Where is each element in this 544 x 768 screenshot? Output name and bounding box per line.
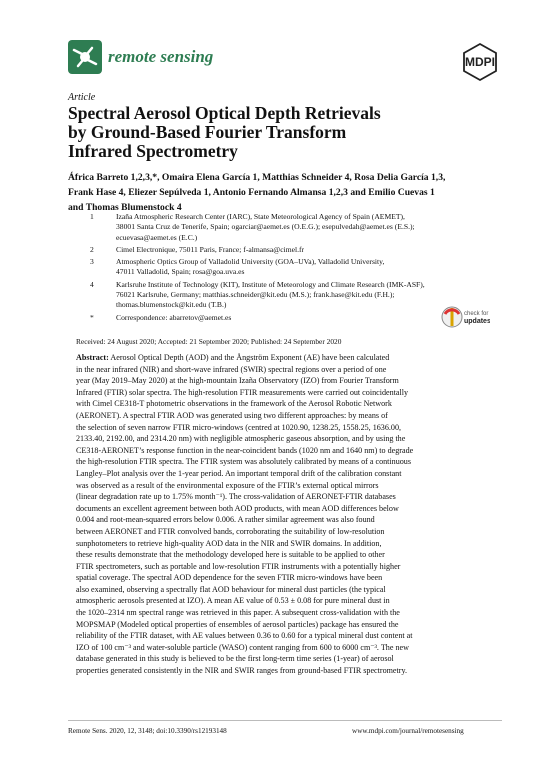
affiliation-number: 1 [90,212,94,221]
updates-line2: updates [464,318,490,325]
author-line[interactable]: Frank Hase 4, Eliezer Sepúlveda 1, Antonio Fernando Almansa 1,2,3 and Emilio Cuevas 1 [68,187,435,198]
abstract-line: CE318-AERONET’s response function in the near-coincident bands (1020 nm and 1640 nm) to degrade [76,445,414,455]
affiliation-item [68,257,478,278]
affiliation-text[interactable]: 76021 Karlsruhe, Germany; matthias.schneider@kit.edu (M.S.); frank.hase@kit.edu (F.H.); [116,290,395,300]
abstract-line: was observed as a result of the environmental exposure of the FTIR’s external optical mirrors [76,480,379,490]
affiliation-text[interactable]: ecuevasa@aemet.es (E.C.) [116,232,198,242]
abstract-label: Abstract: [76,353,109,362]
abstract-line: Langley–Plot analysis over the 1-year period. An important temporal drift of the calibration constant [76,468,402,478]
abstract-line: also examined, observing a spectrally flat AOD behaviour for mineral dust particles (the typical [76,584,386,594]
abstract-line: FTIR spectrometers, such as portable and low-resolution FTIR instruments with a potentially higher [76,561,401,571]
abstract-line: year (May 2019–May 2020) at the high-mountain Izaña Observatory (IZO) from Fourier Transform [76,376,399,386]
mdpi-logo-icon [458,40,502,84]
abstract-line: (linear degradation rate up to 1.75% month⁻¹). The cross-validation of AERONET-FTIR databases [76,492,396,502]
footer-citation[interactable]: Remote Sens. 2020, 12, 3148; doi:10.3390/rs12193148 [68,727,227,735]
abstract-line: atmospheric aerosols presented at IZO). A mean AE value of 0.53 ± 0.08 for pure mineral dust in [76,596,390,606]
affiliation-text: Izaña Atmospheric Research Center (IARC), State Meteorological Agency of Spain (AEMET), [116,212,405,221]
correspondence-marker: * [90,312,94,322]
abstract-line: spatial coverage. The spectral AOD dependence for the seven FTIR micro-windows have been [76,573,383,583]
affiliation-text[interactable]: 47011 Valladolid, Spain; rosa@goa.uva.es [116,267,245,277]
publication-dates: Received: 24 August 2020; Accepted: 21 September 2020; Published: 24 September 2020 [76,337,342,346]
check-for-updates-badge[interactable] [440,304,490,330]
abstract-line: in the near infrared (NIR) and short-wave infrared (SWIR) spectral regions over a period of one [76,364,387,374]
abstract-line: properties generated consistently in the NIR and SWIR ranges from ground-based FTIR spectrometry. [76,666,408,676]
abstract-line: with Cimel CE318-T photometric observations in the framework of the Aerosol Robotic Network [76,399,392,409]
abstract-line: IZO of 100 cm⁻³ and water-soluble particle (WASO) content ranging from 600 to 6000 cm⁻³. The new [76,642,409,652]
affiliation-text: Karlsruhe Institute of Technology (KIT), Institute of Meteorology and Climate Research (IMK-ASF), [116,279,425,289]
abstract-line: (AERONET). A spectral FTIR AOD was generated using two different approaches: by means of [76,410,388,420]
affiliation-item [68,212,478,243]
abstract-line: reliability of the FTIR dataset, with AE values between 0.36 to 0.60 for a typical mineral dust content at [76,631,413,641]
abstract-line: database generated in this study is believed to be the first long-term time series (1-year) of aerosol [76,654,394,664]
affiliation-number: 2 [90,244,94,254]
footer-divider [68,720,502,721]
abstract-line: the selection of seven narrow FTIR micro-windows (centred at 1020.90, 1238.25, 1558.25, 1636.00, [76,422,402,432]
updates-line1: check for [464,311,489,317]
author-list [68,170,488,215]
journal-name: remote sensing [108,47,214,66]
affiliation-text[interactable]: Cimel Electronique, 75011 Paris, France; f-almansa@cimel.fr [116,244,305,254]
abstract-line: the high-resolution FTIR spectra. The FTIR system was absolutely calibrated by means of a continuous [76,457,411,467]
abstract-line: 0.004 and root-mean-squared errors below 0.006. A rather similar agreement was also found [76,515,375,525]
abstract-line: documents an excellent agreement between both AOD products, with mean AOD differences below [76,503,399,513]
affiliation-item [68,245,478,255]
title-line: Spectral Aerosol Optical Depth Retrievals [68,103,381,123]
footer-url[interactable]: www.mdpi.com/journal/remotesensing [352,727,464,735]
affiliation-number: 3 [90,257,94,267]
journal-logo-icon [68,40,102,74]
abstract-line: 2133.40, 2192.00, and 2314.20 nm) with negligible atmospheric gaseous absorption, and by using the [76,434,406,444]
author-line[interactable]: África Barreto 1,2,3,*, Omaira Elena García 1, Matthias Schneider 4, Rosa Delia García 1,3, [68,172,446,183]
abstract-line: these results demonstrate that the methodology developed here is suitable to be applied to other [76,550,385,560]
correspondence-text[interactable]: Correspondence: abarretov@aemet.es [116,312,232,322]
updates-icon [440,304,490,330]
affiliation-text: Atmospheric Optics Group of Valladolid University (GOA–UVa), Valladolid University, [116,257,385,267]
abstract [76,352,502,677]
title-line: Infrared Spectrometry [68,141,238,161]
abstract-line: Infrared (FTIR) solar spectra. The high-resolution FTIR measurements were carried out coincidentally [76,387,409,397]
affiliation-item [68,280,478,311]
publisher-name: MDPI [465,55,495,69]
abstract-line: sunphotometers to retrieve high-quality AOD data in the NIR and SWIR domains. In addition, [76,538,382,548]
correspondence-item [68,313,478,323]
abstract-line: between AERONET and FTIR convolved bands, corroborating the suitability of low-resolution [76,526,385,536]
title-line: by Ground-Based Fourier Transform [68,122,347,142]
journal-header [68,40,213,74]
affiliation-text[interactable]: 38001 Santa Cruz de Tenerife, Spain; ogarciar@aemet.es (O.E.G.); esepulvedah@aemet.es (E.S.); [116,222,415,232]
article-type-label: Article [68,92,96,103]
affiliation-number: 4 [90,279,94,289]
affiliation-text[interactable]: thomas.blumenstock@kit.edu (T.B.) [116,300,227,310]
abstract-line: Abstract: Aerosol Optical Depth (AOD) and the Ångström Exponent (AE) have been calculated [76,353,390,362]
author-line[interactable]: and Thomas Blumenstock 4 [68,202,182,213]
affiliations [68,212,478,325]
paper-title [68,104,468,161]
abstract-line: MOPSMAP (Modeled optical properties of ensembles of aerosol particles) package has ensured the [76,619,399,629]
abstract-line: the 1020–2314 nm spectral range was retrieved in this paper. A subsequent cross-validation with the [76,608,400,618]
